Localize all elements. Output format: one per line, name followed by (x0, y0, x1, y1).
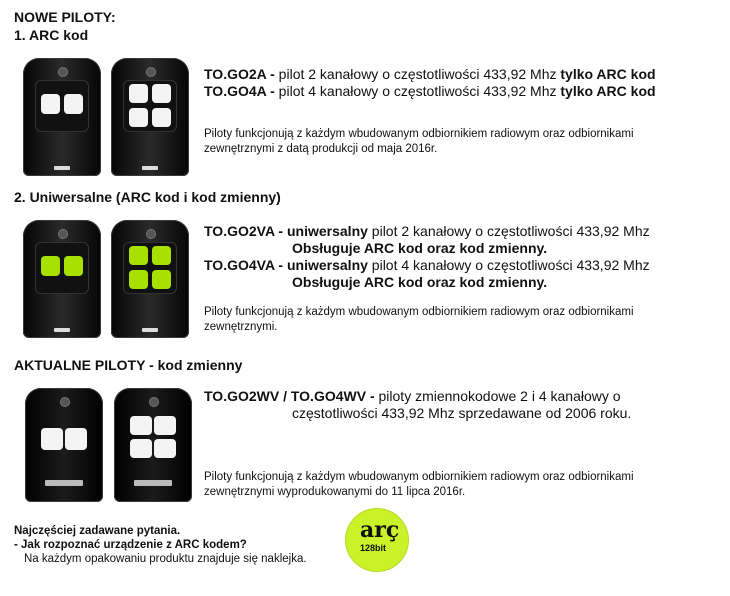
faq-question: - Jak rozpoznać urządzenie z ARC kodem? (14, 539, 247, 551)
section-1-heading: 1. ARC kod (14, 27, 89, 43)
page-title: NOWE PILOTY: (14, 9, 116, 25)
go2va-support: Obsługuje ARC kod oraz kod zmienny. (292, 240, 548, 256)
arc-sticker-icon (346, 509, 408, 571)
go4a-description: TO.GO4A - pilot 4 kanałowy o częstotliwości 433,92 Mhz tylko ARC kod (204, 83, 656, 99)
go2wv-go4wv-description-cont: częstotliwości 433,92 Mhz sprzedawane od 2006 roku. (292, 405, 632, 421)
remote-go2wv-icon (25, 388, 103, 502)
go4va-description: TO.GO4VA - uniwersalny pilot 4 kanałowy o częstotliwości 433,92 Mhz (204, 257, 650, 273)
remote-go2a-icon (23, 58, 101, 176)
section-3-heading: AKTUALNE PILOTY - kod zmienny (14, 357, 243, 373)
section-2-heading: 2. Uniwersalne (ARC kod i kod zmienny) (14, 189, 281, 205)
remote-go2va-icon (23, 220, 101, 338)
remote-go4va-icon (111, 220, 189, 338)
go2a-description: TO.GO2A - pilot 2 kanałowy o częstotliwości 433,92 Mhz tylko ARC kod (204, 66, 656, 82)
faq-block (14, 524, 307, 566)
section-1-note: Piloty funkcjonują z każdym wbudowanym odbiornikiem radiowym oraz odbiornikami zewnętrznymi z datą produkcji od maja 2016r. (204, 128, 634, 155)
section-2-note: Piloty funkcjonują z każdym wbudowanym odbiornikiem radiowym oraz odbiornikami zewnętrznymi. (204, 306, 634, 333)
go2wv-go4wv-description: TO.GO2WV / TO.GO4WV - piloty zmiennokodowe 2 i 4 kanałowy o (204, 388, 621, 404)
arc-logo-text: arç (360, 517, 400, 543)
remote-go4wv-icon (114, 388, 192, 502)
go4va-support: Obsługuje ARC kod oraz kod zmienny. (292, 274, 548, 290)
go2va-description: TO.GO2VA - uniwersalny pilot 2 kanałowy o częstotliwości 433,92 Mhz (204, 223, 650, 239)
faq-title: Najczęściej zadawane pytania. (14, 525, 181, 537)
arc-bits-text: 128bit (360, 543, 387, 553)
faq-answer: Na każdym opakowaniu produktu znajduje się naklejka. (24, 553, 307, 565)
remote-go4a-icon (111, 58, 189, 176)
section-3-note: Piloty funkcjonują z każdym wbudowanym odbiornikiem radiowym oraz odbiornikami zewnętrznymi wyprodukowanymi do 11 lipca 2016r. (204, 471, 634, 498)
